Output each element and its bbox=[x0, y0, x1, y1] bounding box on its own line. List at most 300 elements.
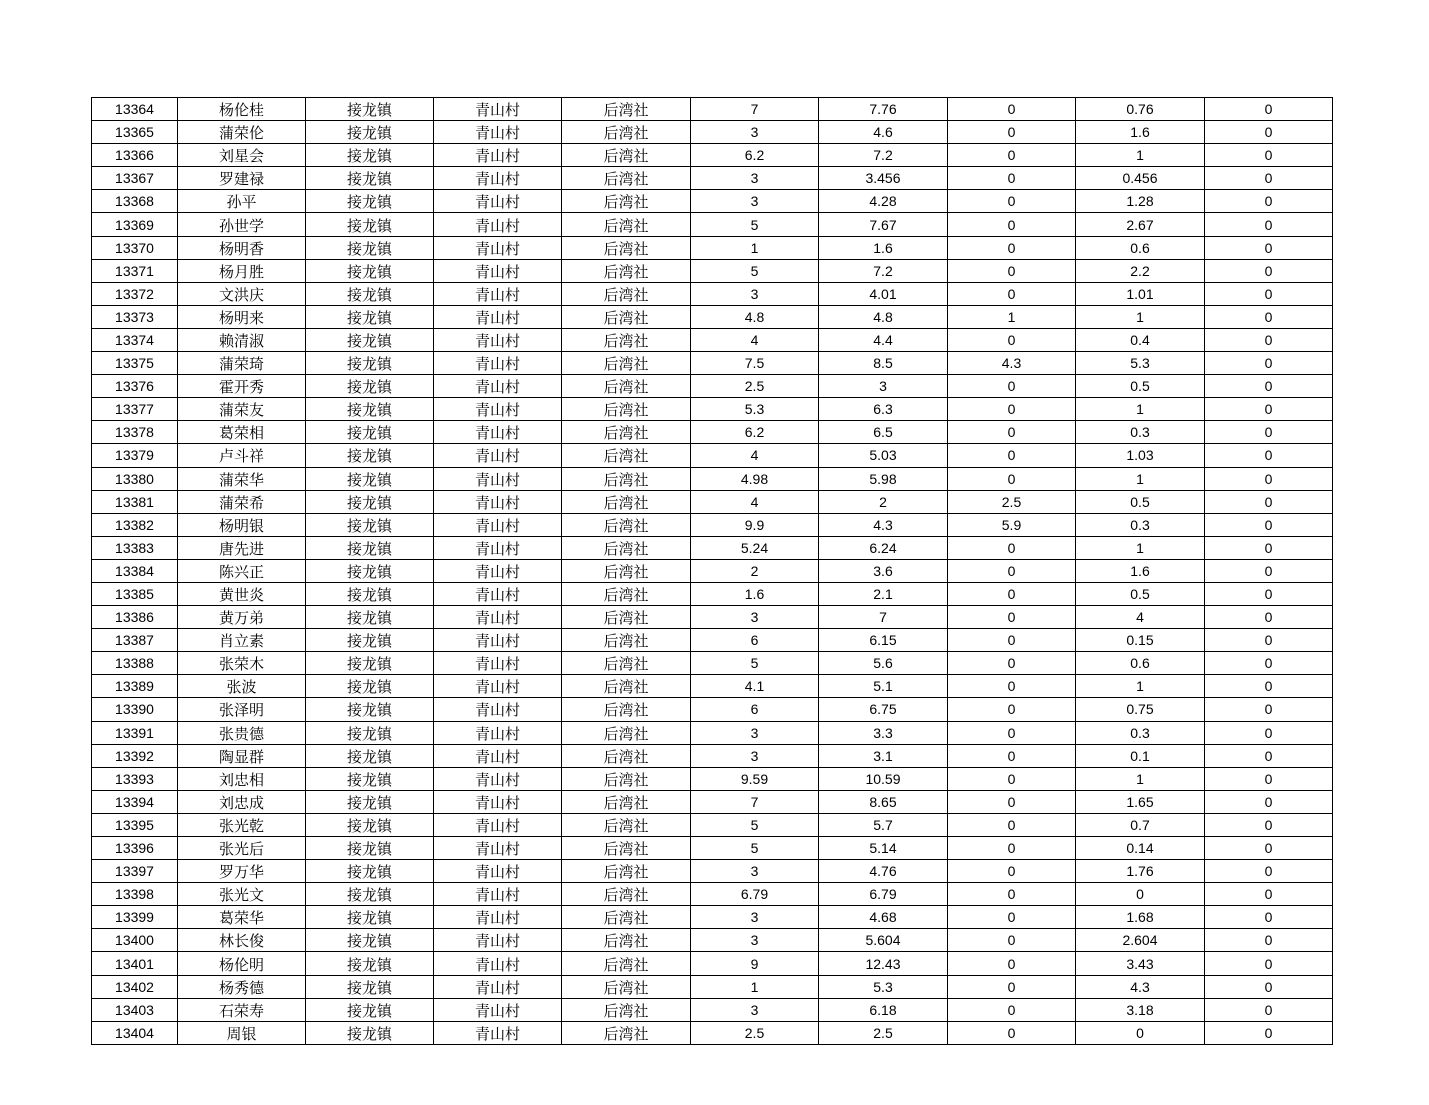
value-b-cell: 3.456 bbox=[819, 167, 948, 190]
village-cell: 青山村 bbox=[434, 190, 562, 213]
value-a-cell: 1 bbox=[691, 236, 819, 259]
value-d-cell: 0.4 bbox=[1076, 328, 1205, 351]
row-id-cell: 13387 bbox=[92, 629, 178, 652]
name-cell: 罗万华 bbox=[178, 860, 306, 883]
name-cell: 张光后 bbox=[178, 837, 306, 860]
village-cell: 青山村 bbox=[434, 837, 562, 860]
town-cell: 接龙镇 bbox=[306, 675, 434, 698]
row-id-cell: 13384 bbox=[92, 559, 178, 582]
value-e-cell: 0 bbox=[1205, 582, 1333, 605]
village-cell: 青山村 bbox=[434, 375, 562, 398]
value-c-cell: 0 bbox=[948, 190, 1076, 213]
value-d-cell: 0.1 bbox=[1076, 744, 1205, 767]
row-id-cell: 13380 bbox=[92, 467, 178, 490]
value-d-cell: 0 bbox=[1076, 1021, 1205, 1044]
group-cell: 后湾社 bbox=[562, 975, 691, 998]
value-a-cell: 5 bbox=[691, 213, 819, 236]
group-cell: 后湾社 bbox=[562, 767, 691, 790]
village-cell: 青山村 bbox=[434, 790, 562, 813]
value-c-cell: 0 bbox=[948, 813, 1076, 836]
group-cell: 后湾社 bbox=[562, 559, 691, 582]
value-a-cell: 7 bbox=[691, 98, 819, 121]
value-d-cell: 1 bbox=[1076, 144, 1205, 167]
table-row bbox=[92, 1021, 1333, 1044]
group-cell: 后湾社 bbox=[562, 652, 691, 675]
value-d-cell: 1.65 bbox=[1076, 790, 1205, 813]
value-d-cell: 5.3 bbox=[1076, 352, 1205, 375]
table-row bbox=[92, 675, 1333, 698]
name-cell: 张贵德 bbox=[178, 721, 306, 744]
row-id-cell: 13379 bbox=[92, 444, 178, 467]
value-c-cell: 0 bbox=[948, 606, 1076, 629]
town-cell: 接龙镇 bbox=[306, 837, 434, 860]
table-row bbox=[92, 582, 1333, 605]
row-id-cell: 13395 bbox=[92, 813, 178, 836]
name-cell: 张泽明 bbox=[178, 698, 306, 721]
group-cell: 后湾社 bbox=[562, 606, 691, 629]
value-d-cell: 0.15 bbox=[1076, 629, 1205, 652]
town-cell: 接龙镇 bbox=[306, 190, 434, 213]
value-e-cell: 0 bbox=[1205, 837, 1333, 860]
row-id-cell: 13390 bbox=[92, 698, 178, 721]
name-cell: 蒲荣友 bbox=[178, 398, 306, 421]
value-d-cell: 0.456 bbox=[1076, 167, 1205, 190]
value-e-cell: 0 bbox=[1205, 375, 1333, 398]
group-cell: 后湾社 bbox=[562, 352, 691, 375]
town-cell: 接龙镇 bbox=[306, 790, 434, 813]
name-cell: 蒲荣琦 bbox=[178, 352, 306, 375]
value-e-cell: 0 bbox=[1205, 860, 1333, 883]
group-cell: 后湾社 bbox=[562, 1021, 691, 1044]
value-d-cell: 1 bbox=[1076, 767, 1205, 790]
value-d-cell: 4.3 bbox=[1076, 975, 1205, 998]
town-cell: 接龙镇 bbox=[306, 952, 434, 975]
value-d-cell: 1 bbox=[1076, 467, 1205, 490]
value-d-cell: 1.6 bbox=[1076, 121, 1205, 144]
village-cell: 青山村 bbox=[434, 1021, 562, 1044]
village-cell: 青山村 bbox=[434, 629, 562, 652]
town-cell: 接龙镇 bbox=[306, 236, 434, 259]
group-cell: 后湾社 bbox=[562, 282, 691, 305]
value-c-cell: 0 bbox=[948, 536, 1076, 559]
value-c-cell: 2.5 bbox=[948, 490, 1076, 513]
name-cell: 唐先进 bbox=[178, 536, 306, 559]
name-cell: 杨明香 bbox=[178, 236, 306, 259]
value-d-cell: 1.76 bbox=[1076, 860, 1205, 883]
town-cell: 接龙镇 bbox=[306, 883, 434, 906]
group-cell: 后湾社 bbox=[562, 998, 691, 1021]
town-cell: 接龙镇 bbox=[306, 144, 434, 167]
village-cell: 青山村 bbox=[434, 328, 562, 351]
value-c-cell: 0 bbox=[948, 559, 1076, 582]
value-e-cell: 0 bbox=[1205, 352, 1333, 375]
value-b-cell: 3.6 bbox=[819, 559, 948, 582]
value-a-cell: 4 bbox=[691, 444, 819, 467]
name-cell: 石荣寿 bbox=[178, 998, 306, 1021]
value-c-cell: 0 bbox=[948, 767, 1076, 790]
value-d-cell: 2.2 bbox=[1076, 259, 1205, 282]
name-cell: 卢斗祥 bbox=[178, 444, 306, 467]
table-row bbox=[92, 906, 1333, 929]
value-c-cell: 0 bbox=[948, 375, 1076, 398]
value-b-cell: 4.76 bbox=[819, 860, 948, 883]
village-cell: 青山村 bbox=[434, 906, 562, 929]
village-cell: 青山村 bbox=[434, 467, 562, 490]
value-c-cell: 0 bbox=[948, 652, 1076, 675]
table-row bbox=[92, 698, 1333, 721]
value-e-cell: 0 bbox=[1205, 444, 1333, 467]
value-a-cell: 9.59 bbox=[691, 767, 819, 790]
value-e-cell: 0 bbox=[1205, 236, 1333, 259]
village-cell: 青山村 bbox=[434, 929, 562, 952]
value-a-cell: 3 bbox=[691, 721, 819, 744]
value-b-cell: 7.76 bbox=[819, 98, 948, 121]
value-a-cell: 3 bbox=[691, 744, 819, 767]
row-id-cell: 13389 bbox=[92, 675, 178, 698]
name-cell: 杨月胜 bbox=[178, 259, 306, 282]
town-cell: 接龙镇 bbox=[306, 352, 434, 375]
row-id-cell: 13382 bbox=[92, 513, 178, 536]
table-row bbox=[92, 513, 1333, 536]
value-a-cell: 4 bbox=[691, 328, 819, 351]
town-cell: 接龙镇 bbox=[306, 698, 434, 721]
row-id-cell: 13403 bbox=[92, 998, 178, 1021]
value-c-cell: 0 bbox=[948, 236, 1076, 259]
table-row bbox=[92, 606, 1333, 629]
name-cell: 黄万弟 bbox=[178, 606, 306, 629]
table-row bbox=[92, 121, 1333, 144]
table-row bbox=[92, 352, 1333, 375]
town-cell: 接龙镇 bbox=[306, 767, 434, 790]
value-d-cell: 3.43 bbox=[1076, 952, 1205, 975]
value-e-cell: 0 bbox=[1205, 328, 1333, 351]
value-a-cell: 4.1 bbox=[691, 675, 819, 698]
value-d-cell: 2.604 bbox=[1076, 929, 1205, 952]
group-cell: 后湾社 bbox=[562, 698, 691, 721]
group-cell: 后湾社 bbox=[562, 675, 691, 698]
town-cell: 接龙镇 bbox=[306, 375, 434, 398]
value-a-cell: 5.3 bbox=[691, 398, 819, 421]
row-id-cell: 13385 bbox=[92, 582, 178, 605]
village-cell: 青山村 bbox=[434, 490, 562, 513]
row-id-cell: 13375 bbox=[92, 352, 178, 375]
table-row bbox=[92, 236, 1333, 259]
value-b-cell: 2.5 bbox=[819, 1021, 948, 1044]
table-row bbox=[92, 837, 1333, 860]
group-cell: 后湾社 bbox=[562, 167, 691, 190]
group-cell: 后湾社 bbox=[562, 906, 691, 929]
table-row bbox=[92, 652, 1333, 675]
row-id-cell: 13368 bbox=[92, 190, 178, 213]
value-c-cell: 0 bbox=[948, 282, 1076, 305]
value-b-cell: 3.3 bbox=[819, 721, 948, 744]
value-e-cell: 0 bbox=[1205, 813, 1333, 836]
town-cell: 接龙镇 bbox=[306, 998, 434, 1021]
village-cell: 青山村 bbox=[434, 582, 562, 605]
row-id-cell: 13372 bbox=[92, 282, 178, 305]
value-e-cell: 0 bbox=[1205, 190, 1333, 213]
value-c-cell: 0 bbox=[948, 121, 1076, 144]
value-e-cell: 0 bbox=[1205, 744, 1333, 767]
value-b-cell: 8.5 bbox=[819, 352, 948, 375]
village-cell: 青山村 bbox=[434, 675, 562, 698]
value-a-cell: 4 bbox=[691, 490, 819, 513]
value-d-cell: 0.5 bbox=[1076, 375, 1205, 398]
value-e-cell: 0 bbox=[1205, 167, 1333, 190]
row-id-cell: 13404 bbox=[92, 1021, 178, 1044]
value-b-cell: 12.43 bbox=[819, 952, 948, 975]
value-c-cell: 0 bbox=[948, 860, 1076, 883]
value-e-cell: 0 bbox=[1205, 929, 1333, 952]
value-b-cell: 5.98 bbox=[819, 467, 948, 490]
value-e-cell: 0 bbox=[1205, 282, 1333, 305]
table-row bbox=[92, 467, 1333, 490]
row-id-cell: 13376 bbox=[92, 375, 178, 398]
table-row bbox=[92, 213, 1333, 236]
table-row bbox=[92, 767, 1333, 790]
value-e-cell: 0 bbox=[1205, 490, 1333, 513]
value-c-cell: 0 bbox=[948, 698, 1076, 721]
table-row bbox=[92, 305, 1333, 328]
value-b-cell: 5.604 bbox=[819, 929, 948, 952]
group-cell: 后湾社 bbox=[562, 375, 691, 398]
value-e-cell: 0 bbox=[1205, 98, 1333, 121]
value-b-cell: 4.6 bbox=[819, 121, 948, 144]
value-c-cell: 0 bbox=[948, 259, 1076, 282]
town-cell: 接龙镇 bbox=[306, 421, 434, 444]
village-cell: 青山村 bbox=[434, 121, 562, 144]
row-id-cell: 13402 bbox=[92, 975, 178, 998]
name-cell: 杨秀德 bbox=[178, 975, 306, 998]
value-c-cell: 0 bbox=[948, 629, 1076, 652]
group-cell: 后湾社 bbox=[562, 837, 691, 860]
value-a-cell: 7 bbox=[691, 790, 819, 813]
town-cell: 接龙镇 bbox=[306, 629, 434, 652]
value-e-cell: 0 bbox=[1205, 1021, 1333, 1044]
value-a-cell: 6 bbox=[691, 629, 819, 652]
value-c-cell: 0 bbox=[948, 144, 1076, 167]
town-cell: 接龙镇 bbox=[306, 467, 434, 490]
value-e-cell: 0 bbox=[1205, 952, 1333, 975]
value-a-cell: 5 bbox=[691, 652, 819, 675]
table-row bbox=[92, 790, 1333, 813]
town-cell: 接龙镇 bbox=[306, 744, 434, 767]
value-e-cell: 0 bbox=[1205, 975, 1333, 998]
group-cell: 后湾社 bbox=[562, 813, 691, 836]
value-e-cell: 0 bbox=[1205, 121, 1333, 144]
group-cell: 后湾社 bbox=[562, 236, 691, 259]
village-cell: 青山村 bbox=[434, 721, 562, 744]
value-d-cell: 0.3 bbox=[1076, 721, 1205, 744]
value-a-cell: 5 bbox=[691, 259, 819, 282]
name-cell: 杨伦桂 bbox=[178, 98, 306, 121]
value-d-cell: 1.03 bbox=[1076, 444, 1205, 467]
table-row bbox=[92, 190, 1333, 213]
value-e-cell: 0 bbox=[1205, 883, 1333, 906]
value-d-cell: 0.3 bbox=[1076, 513, 1205, 536]
value-e-cell: 0 bbox=[1205, 629, 1333, 652]
village-cell: 青山村 bbox=[434, 421, 562, 444]
name-cell: 张光文 bbox=[178, 883, 306, 906]
village-cell: 青山村 bbox=[434, 282, 562, 305]
value-d-cell: 4 bbox=[1076, 606, 1205, 629]
value-c-cell: 0 bbox=[948, 98, 1076, 121]
value-b-cell: 5.03 bbox=[819, 444, 948, 467]
value-e-cell: 0 bbox=[1205, 467, 1333, 490]
value-b-cell: 7.2 bbox=[819, 144, 948, 167]
name-cell: 张波 bbox=[178, 675, 306, 698]
value-a-cell: 2.5 bbox=[691, 375, 819, 398]
row-id-cell: 13373 bbox=[92, 305, 178, 328]
value-e-cell: 0 bbox=[1205, 698, 1333, 721]
value-e-cell: 0 bbox=[1205, 144, 1333, 167]
table-row bbox=[92, 721, 1333, 744]
town-cell: 接龙镇 bbox=[306, 860, 434, 883]
value-b-cell: 5.7 bbox=[819, 813, 948, 836]
town-cell: 接龙镇 bbox=[306, 513, 434, 536]
value-d-cell: 1.28 bbox=[1076, 190, 1205, 213]
value-c-cell: 0 bbox=[948, 167, 1076, 190]
value-a-cell: 2 bbox=[691, 559, 819, 582]
village-cell: 青山村 bbox=[434, 167, 562, 190]
town-cell: 接龙镇 bbox=[306, 652, 434, 675]
name-cell: 刘忠成 bbox=[178, 790, 306, 813]
value-a-cell: 9.9 bbox=[691, 513, 819, 536]
village-cell: 青山村 bbox=[434, 305, 562, 328]
town-cell: 接龙镇 bbox=[306, 975, 434, 998]
village-cell: 青山村 bbox=[434, 259, 562, 282]
name-cell: 杨伦明 bbox=[178, 952, 306, 975]
village-cell: 青山村 bbox=[434, 398, 562, 421]
town-cell: 接龙镇 bbox=[306, 444, 434, 467]
name-cell: 刘忠相 bbox=[178, 767, 306, 790]
row-id-cell: 13388 bbox=[92, 652, 178, 675]
value-b-cell: 2 bbox=[819, 490, 948, 513]
value-c-cell: 0 bbox=[948, 582, 1076, 605]
village-cell: 青山村 bbox=[434, 767, 562, 790]
value-b-cell: 1.6 bbox=[819, 236, 948, 259]
group-cell: 后湾社 bbox=[562, 860, 691, 883]
table-row bbox=[92, 952, 1333, 975]
group-cell: 后湾社 bbox=[562, 790, 691, 813]
value-b-cell: 4.4 bbox=[819, 328, 948, 351]
value-b-cell: 5.6 bbox=[819, 652, 948, 675]
name-cell: 黄世炎 bbox=[178, 582, 306, 605]
value-b-cell: 4.01 bbox=[819, 282, 948, 305]
village-cell: 青山村 bbox=[434, 952, 562, 975]
value-d-cell: 0.6 bbox=[1076, 652, 1205, 675]
town-cell: 接龙镇 bbox=[306, 98, 434, 121]
name-cell: 赖清淑 bbox=[178, 328, 306, 351]
row-id-cell: 13367 bbox=[92, 167, 178, 190]
name-cell: 孙平 bbox=[178, 190, 306, 213]
name-cell: 张光乾 bbox=[178, 813, 306, 836]
value-e-cell: 0 bbox=[1205, 259, 1333, 282]
table-row bbox=[92, 813, 1333, 836]
row-id-cell: 13397 bbox=[92, 860, 178, 883]
group-cell: 后湾社 bbox=[562, 467, 691, 490]
value-b-cell: 6.5 bbox=[819, 421, 948, 444]
group-cell: 后湾社 bbox=[562, 582, 691, 605]
table-row bbox=[92, 259, 1333, 282]
name-cell: 杨明来 bbox=[178, 305, 306, 328]
value-c-cell: 0 bbox=[948, 328, 1076, 351]
row-id-cell: 13374 bbox=[92, 328, 178, 351]
value-d-cell: 3.18 bbox=[1076, 998, 1205, 1021]
table-row bbox=[92, 629, 1333, 652]
value-a-cell: 1.6 bbox=[691, 582, 819, 605]
value-e-cell: 0 bbox=[1205, 790, 1333, 813]
value-b-cell: 7.67 bbox=[819, 213, 948, 236]
value-d-cell: 1 bbox=[1076, 305, 1205, 328]
row-id-cell: 13392 bbox=[92, 744, 178, 767]
town-cell: 接龙镇 bbox=[306, 490, 434, 513]
village-cell: 青山村 bbox=[434, 883, 562, 906]
value-d-cell: 1 bbox=[1076, 398, 1205, 421]
village-cell: 青山村 bbox=[434, 513, 562, 536]
value-e-cell: 0 bbox=[1205, 398, 1333, 421]
row-id-cell: 13378 bbox=[92, 421, 178, 444]
value-b-cell: 3 bbox=[819, 375, 948, 398]
name-cell: 蒲荣伦 bbox=[178, 121, 306, 144]
value-b-cell: 5.14 bbox=[819, 837, 948, 860]
row-id-cell: 13393 bbox=[92, 767, 178, 790]
village-cell: 青山村 bbox=[434, 213, 562, 236]
value-e-cell: 0 bbox=[1205, 675, 1333, 698]
town-cell: 接龙镇 bbox=[306, 559, 434, 582]
value-a-cell: 3 bbox=[691, 167, 819, 190]
name-cell: 霍开秀 bbox=[178, 375, 306, 398]
name-cell: 肖立素 bbox=[178, 629, 306, 652]
town-cell: 接龙镇 bbox=[306, 582, 434, 605]
table-body bbox=[92, 98, 1333, 1045]
row-id-cell: 13365 bbox=[92, 121, 178, 144]
table-row bbox=[92, 282, 1333, 305]
value-a-cell: 6.2 bbox=[691, 421, 819, 444]
value-c-cell: 0 bbox=[948, 929, 1076, 952]
table-row bbox=[92, 398, 1333, 421]
value-b-cell: 6.79 bbox=[819, 883, 948, 906]
village-cell: 青山村 bbox=[434, 860, 562, 883]
row-id-cell: 13394 bbox=[92, 790, 178, 813]
value-c-cell: 0 bbox=[948, 721, 1076, 744]
row-id-cell: 13383 bbox=[92, 536, 178, 559]
table-row bbox=[92, 490, 1333, 513]
value-b-cell: 5.1 bbox=[819, 675, 948, 698]
village-cell: 青山村 bbox=[434, 698, 562, 721]
value-c-cell: 0 bbox=[948, 467, 1076, 490]
row-id-cell: 13398 bbox=[92, 883, 178, 906]
group-cell: 后湾社 bbox=[562, 305, 691, 328]
group-cell: 后湾社 bbox=[562, 398, 691, 421]
group-cell: 后湾社 bbox=[562, 444, 691, 467]
value-d-cell: 2.67 bbox=[1076, 213, 1205, 236]
village-cell: 青山村 bbox=[434, 813, 562, 836]
table-row bbox=[92, 860, 1333, 883]
group-cell: 后湾社 bbox=[562, 144, 691, 167]
table-row bbox=[92, 744, 1333, 767]
name-cell: 葛荣华 bbox=[178, 906, 306, 929]
value-d-cell: 0.3 bbox=[1076, 421, 1205, 444]
value-c-cell: 0 bbox=[948, 906, 1076, 929]
value-a-cell: 6 bbox=[691, 698, 819, 721]
name-cell: 蒲荣华 bbox=[178, 467, 306, 490]
value-e-cell: 0 bbox=[1205, 906, 1333, 929]
value-b-cell: 6.24 bbox=[819, 536, 948, 559]
value-e-cell: 0 bbox=[1205, 606, 1333, 629]
group-cell: 后湾社 bbox=[562, 744, 691, 767]
value-b-cell: 8.65 bbox=[819, 790, 948, 813]
